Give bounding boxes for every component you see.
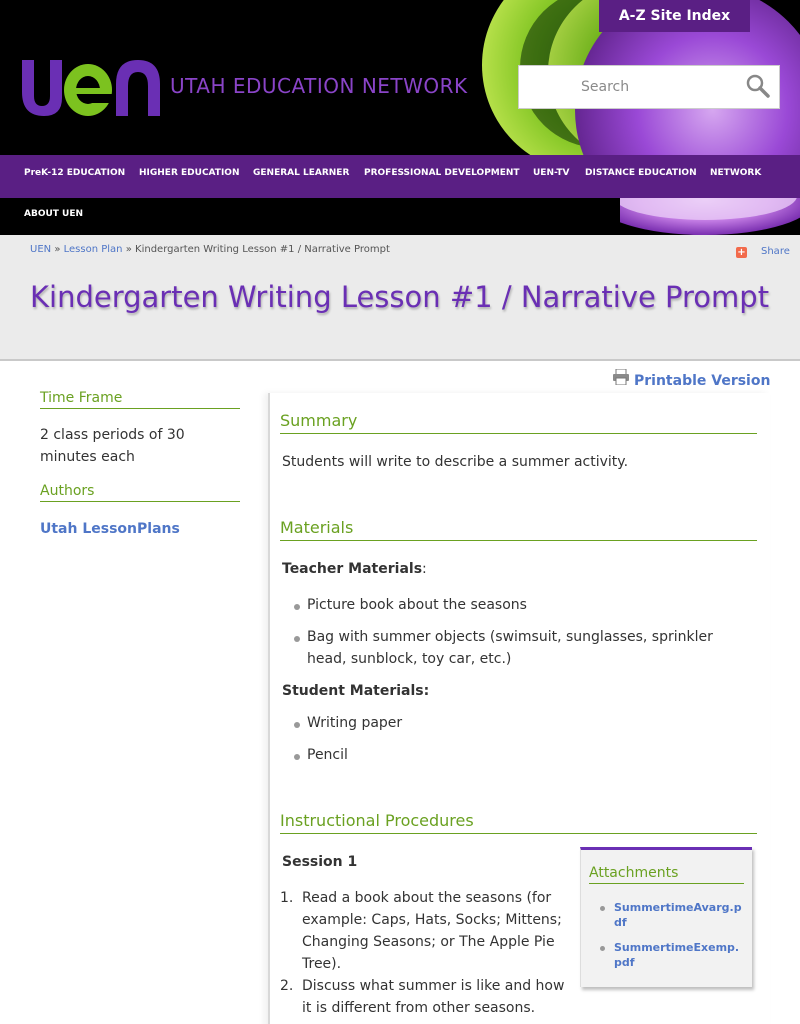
nav-general-learner[interactable]: GENERAL LEARNER [253,168,350,178]
lesson-content [268,393,770,1024]
page-title: Kindergarten Writing Lesson #1 / Narrative Prompt [30,280,770,314]
org-name: UTAH EDUCATION NETWORK [170,74,468,98]
attachment-link[interactable]: SummertimeAvarg.pdf [589,900,744,930]
procedures-heading: Instructional Procedures [280,811,757,834]
list-item: Writing paper [290,712,730,734]
teacher-materials-label: Teacher Materials [282,561,423,577]
share-plus-icon: + [737,247,746,258]
nav-about-uen[interactable]: ABOUT UEN [24,209,84,219]
breadcrumb-separator: » [125,244,132,255]
nav-professional-development[interactable]: PROFESSIONAL DEVELOPMENT [364,168,520,178]
authors-heading: Authors [40,483,240,502]
materials-heading: Materials [280,518,757,541]
author-link[interactable]: Utah LessonPlans [40,521,180,537]
student-materials-list [290,712,730,766]
list-item [280,975,570,1019]
nav-uen-tv[interactable]: UEN-TV [533,168,570,178]
list-item [280,887,570,975]
nav-network[interactable]: NETWORK [710,168,762,178]
nav-higher-education[interactable]: HIGHER EDUCATION [139,168,240,178]
secondary-nav [0,198,620,235]
share-label: Share [761,246,790,257]
search-box [518,65,780,109]
breadcrumb-current: Kindergarten Writing Lesson #1 / Narrative Prompt [135,244,390,255]
step-number: 1. [280,890,294,906]
teacher-materials-heading: Teacher Materials: [282,561,427,577]
search-icon[interactable] [743,71,773,101]
list-item: Picture book about the seasons [290,594,730,616]
printer-icon [612,369,630,385]
list-item: Pencil [290,744,730,766]
breadcrumb-lesson-plan-link[interactable]: Lesson Plan [63,244,123,255]
main-nav [0,155,800,198]
step-number: 2. [280,978,294,994]
breadcrumb-separator: » [54,244,61,255]
time-frame-value: 2 class periods of 30 minutes each [40,427,185,465]
az-site-index-link[interactable]: A-Z Site Index [599,0,750,32]
attachments-box [580,847,752,987]
printable-version-label: Printable Version [634,373,771,389]
attachments-heading: Attachments [589,865,744,884]
uen-logo[interactable] [18,50,168,122]
procedure-steps [280,887,570,1019]
nav-prek12[interactable]: PreK-12 EDUCATION [24,168,126,178]
session-label: Session 1 [282,854,358,870]
summary-text: Students will write to describe a summer activity. [282,454,629,470]
search-input[interactable] [519,66,739,108]
title-band [0,235,800,361]
nav-distance-education[interactable]: DISTANCE EDUCATION [585,168,697,178]
lesson-sidebar [40,360,240,537]
attachment-link[interactable]: SummertimeExemp.pdf [589,940,744,970]
attachments-list [589,900,744,980]
step-text: Discuss what summer is like and how it is different from other seasons. [302,978,565,1016]
student-materials-label: Student Materials: [282,683,430,699]
summary-heading: Summary [280,411,757,434]
step-text: Read a book about the seasons (for example: Caps, Hats, Socks; Mittens; Changing Seasons; or The Apple Pie Tree). [302,890,562,972]
time-frame-heading: Time Frame [40,390,240,409]
site-header [0,0,800,235]
breadcrumb-home-link[interactable]: UEN [30,244,52,255]
breadcrumb [30,244,390,255]
teacher-materials-list [290,594,730,670]
list-item: Bag with summer objects (swimsuit, sunglasses, sprinkler head, sunblock, toy car, etc.) [290,626,730,670]
